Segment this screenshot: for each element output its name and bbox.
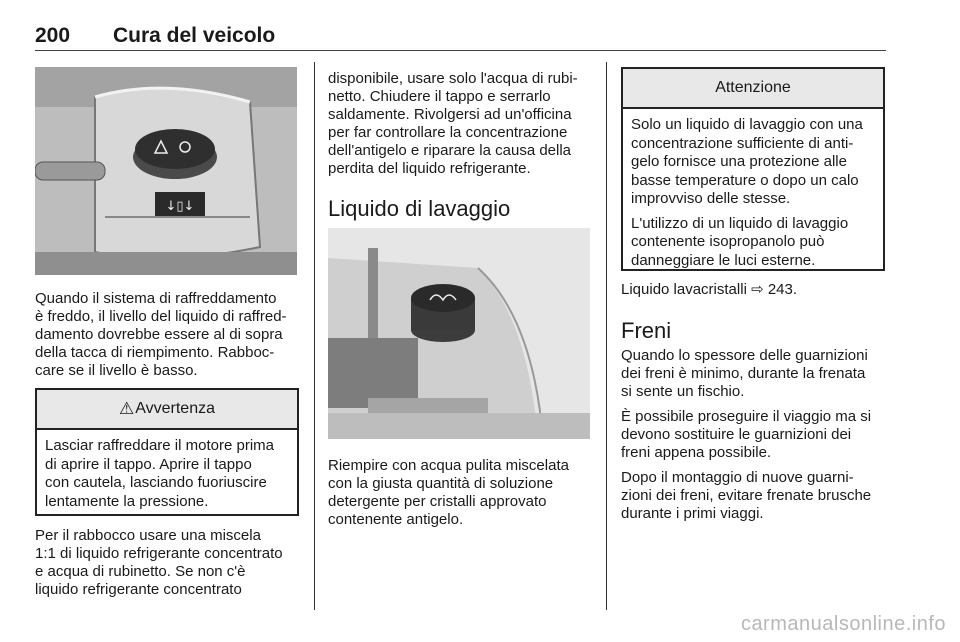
washer-fill-paragraph <box>328 457 594 529</box>
text-line: Quando lo spessore delle guarnizioni <box>621 347 868 364</box>
text-line: con la giusta quantità di soluzione <box>328 475 554 492</box>
text-line: devono sostituire le guarnizioni dei <box>621 426 852 443</box>
cross-reference-text: Liquido lavacristalli <box>621 281 747 298</box>
brakes-paragraph-2 <box>621 408 889 462</box>
text-line: contenente isopropanolo può <box>631 233 825 250</box>
coolant-continuation-paragraph <box>328 70 594 178</box>
refill-paragraph <box>35 527 301 599</box>
text-line: Per il rabbocco usare una miscela <box>35 527 261 544</box>
text-line: Quando il sistema di raffreddamento <box>35 290 277 307</box>
arrow-right-icon: ⇨ <box>751 281 764 298</box>
text-line: danneggiare le luci esterne. <box>631 251 816 269</box>
text-line: contenente antigelo. <box>328 511 464 528</box>
text-line: Riempire con acqua pulita miscelata <box>328 457 569 474</box>
text-line: zioni dei freni, evitare frenate brusche <box>621 487 872 504</box>
text-line: lentamente la pressione. <box>45 492 209 510</box>
text-line: è freddo, il livello del liquido di raffred- <box>35 308 287 325</box>
text-line: dell'antigelo e riparare la causa della <box>328 142 572 159</box>
cross-reference <box>621 281 887 306</box>
attention-box <box>621 67 885 271</box>
warning-title: Avvertenza <box>135 400 215 417</box>
text-line: basse temperature o dopo un calo <box>631 171 859 189</box>
column-2-text-bottom <box>328 457 594 536</box>
text-line: L'utilizzo di un liquido di lavaggio <box>631 214 849 232</box>
text-line: per far controllare la concentrazione <box>328 124 568 141</box>
cross-reference-link[interactable]: 243. <box>767 281 798 298</box>
text-line: perdita del liquido refrigerante. <box>328 160 531 177</box>
text-line: gelo fornisce una protezione alle <box>631 153 847 170</box>
text-line: si sente un fischio. <box>621 383 745 400</box>
text-line: improvviso delle stesse. <box>631 190 791 207</box>
warning-triangle-icon: ⚠ <box>119 399 135 418</box>
text-line: concentrazione sufficiente di anti- <box>631 134 854 152</box>
text-line: della tacca di riempimento. Rabboc- <box>35 344 275 361</box>
text-line: È possibile proseguire il viaggio ma si <box>621 408 872 425</box>
text-line: netto. Chiudere il tappo e serrarlo <box>328 88 551 105</box>
page-header <box>35 24 886 51</box>
warning-box <box>35 388 299 516</box>
attention-box-header <box>623 69 883 109</box>
attention-text-2 <box>631 215 875 271</box>
washer-fluid-heading: Liquido di lavaggio <box>328 196 511 221</box>
column-divider <box>314 62 315 610</box>
column-2-text <box>328 70 594 185</box>
text-line: disponibile, usare solo l'acqua di rubi- <box>328 70 578 87</box>
column-3-text <box>621 347 889 530</box>
text-line: di aprire il tappo. Aprire il tappo <box>45 455 252 473</box>
watermark: carmanualsonline.info <box>740 613 946 635</box>
attention-title: Attenzione <box>715 79 791 96</box>
text-line: con cautela, lasciando fuoriuscire <box>45 474 267 491</box>
section-title: Cura del veicolo <box>113 24 276 47</box>
text-line: Dopo il montaggio di nuove guarni- <box>621 469 854 486</box>
coolant-level-paragraph <box>35 290 299 380</box>
warning-text <box>45 437 289 511</box>
washer-fluid-cap-photo <box>328 228 590 439</box>
text-line: dei freni è minimo, durante la frenata <box>621 365 866 382</box>
warning-box-header <box>37 390 297 430</box>
text-line: liquido refrigerante concentrato <box>35 581 242 598</box>
attention-text-1 <box>631 116 875 209</box>
brakes-paragraph-3 <box>621 469 889 523</box>
text-line: Solo un liquido di lavaggio con una <box>631 116 863 133</box>
text-line: e acqua di rubinetto. Se non c'è <box>35 563 246 580</box>
text-line: durante i primi viaggi. <box>621 505 764 522</box>
column-divider <box>606 62 607 610</box>
column-1-text <box>35 290 299 387</box>
text-line: saldamente. Rivolgersi ad un'officina <box>328 106 572 123</box>
text-line: 1:1 di liquido refrigerante concentrato <box>35 545 283 562</box>
text-line: detergente per cristalli approvato <box>328 493 547 510</box>
text-line: damento dovrebbe essere al di sopra <box>35 326 283 343</box>
page-number: 200 <box>35 24 71 47</box>
column-1-text-bottom <box>35 527 301 606</box>
text-line: care se il livello è basso. <box>35 362 198 379</box>
brakes-paragraph-1 <box>621 347 889 401</box>
coolant-reservoir-photo <box>35 67 297 275</box>
text-line: freni appena possibile. <box>621 444 772 461</box>
svg-text:↓▯↓: ↓▯↓ <box>165 199 195 214</box>
brakes-heading: Freni <box>621 318 672 343</box>
text-line: Lasciar raffreddare il motore prima <box>45 437 274 454</box>
